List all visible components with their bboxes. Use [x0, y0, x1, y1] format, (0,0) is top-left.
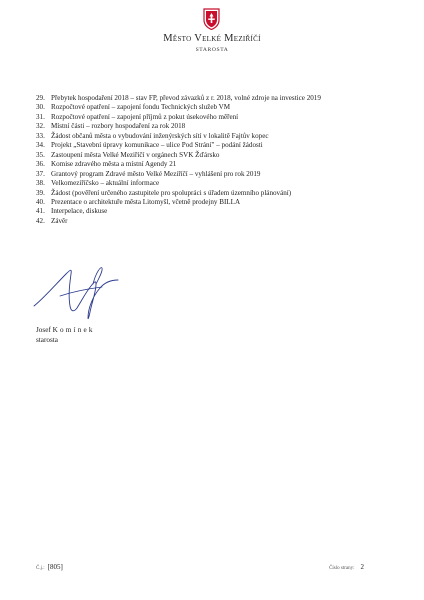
- agenda-item-number: 36.: [36, 160, 45, 169]
- agenda-item-text: Místní části – rozbory hospodaření za rok 2018: [51, 122, 186, 131]
- agenda-item: [36, 132, 396, 141]
- signatory-name: [36, 326, 95, 334]
- reference-value: [805]: [47, 563, 63, 571]
- agenda-item: [36, 160, 396, 169]
- agenda-item-number: 35.: [36, 150, 45, 159]
- agenda-item: [36, 189, 396, 198]
- agenda-item-text: Grantový program Zdravé město Velké Meziříčí – vyhlášení pro rok 2019: [51, 169, 261, 178]
- agenda-item-number: 29.: [36, 94, 45, 102]
- agenda-item-number: 33.: [36, 131, 45, 140]
- agenda-item: [36, 151, 396, 160]
- agenda-item-text: Prezentace o architektuře města Litomyšl, včetně prodejny BILLA: [51, 197, 241, 206]
- agenda-item: [36, 113, 396, 122]
- agenda-item: [36, 94, 396, 103]
- agenda-item-text: Žádost (pověření určeného zastupitele pro spolupráci s úřadem územního plánování): [51, 188, 292, 197]
- agenda-item-number: 30.: [36, 103, 45, 112]
- agenda-item-text: Interpelace, diskuse: [51, 207, 108, 216]
- city-crest-icon: [203, 8, 220, 30]
- agenda-item: [36, 198, 396, 207]
- page-number: [329, 563, 364, 571]
- agenda-item: [36, 170, 396, 179]
- page-number-label: Číslo strany:: [329, 566, 355, 571]
- agenda-item: [36, 207, 396, 216]
- reference-number: [36, 563, 63, 571]
- agenda-item-text: Rozpočtové opatření – zapojení fondu Technických služeb VM: [51, 103, 231, 112]
- agenda-list: [36, 94, 396, 226]
- agenda-item-number: 34.: [36, 141, 45, 150]
- agenda-item: [36, 141, 396, 150]
- organization-subtitle: STAROSTA: [195, 47, 229, 53]
- page-number-value: 2: [360, 563, 364, 571]
- agenda-item-text: Komise zdravého města a místní Agendy 21: [51, 160, 177, 169]
- agenda-item-number: 38.: [36, 179, 45, 188]
- agenda-item: [36, 217, 396, 226]
- handwritten-signature: [30, 262, 122, 322]
- agenda-item-number: 41.: [36, 207, 45, 216]
- agenda-item-text: Rozpočtové opatření – zapojení příjmů z pokut úsekového měření: [51, 112, 239, 121]
- agenda-item-number: 39.: [36, 188, 45, 197]
- agenda-item-text: Závěr: [51, 216, 68, 225]
- agenda-item: [36, 103, 396, 112]
- agenda-item: [36, 179, 396, 188]
- signatory-last-name: Komínek: [52, 326, 95, 334]
- signatory-role: starosta: [36, 336, 58, 344]
- signatory-first-name: Josef: [36, 326, 51, 334]
- agenda-item-number: 32.: [36, 122, 45, 131]
- agenda-item-number: 40.: [36, 197, 45, 206]
- agenda-item: [36, 122, 396, 131]
- organization-name: Město Velké Meziříčí: [163, 33, 261, 44]
- agenda-item-text: Velkomeziříčsko – aktuální informace: [51, 179, 160, 188]
- agenda-item-number: 37.: [36, 169, 45, 178]
- agenda-item-number: 31.: [36, 112, 45, 121]
- agenda-item-text: Žádost občanů města o vybudování inženýrských sítí v lokalitě Fajtův kopec: [51, 131, 269, 140]
- agenda-item-text: Přebytek hospodaření 2018 – stav FP, převod závazků z r. 2018, volné zdroje na investice 2019: [51, 94, 321, 102]
- agenda-item-text: Projekt „Stavební úpravy komunikace – ulice Pod Strání" – podání žádosti: [51, 141, 263, 150]
- reference-label: Č.j.:: [36, 566, 45, 571]
- agenda-item-number: 42.: [36, 216, 45, 225]
- agenda-item-text: Zastoupení města Velké Meziříčí v orgánech SVK Žďársko: [51, 150, 220, 159]
